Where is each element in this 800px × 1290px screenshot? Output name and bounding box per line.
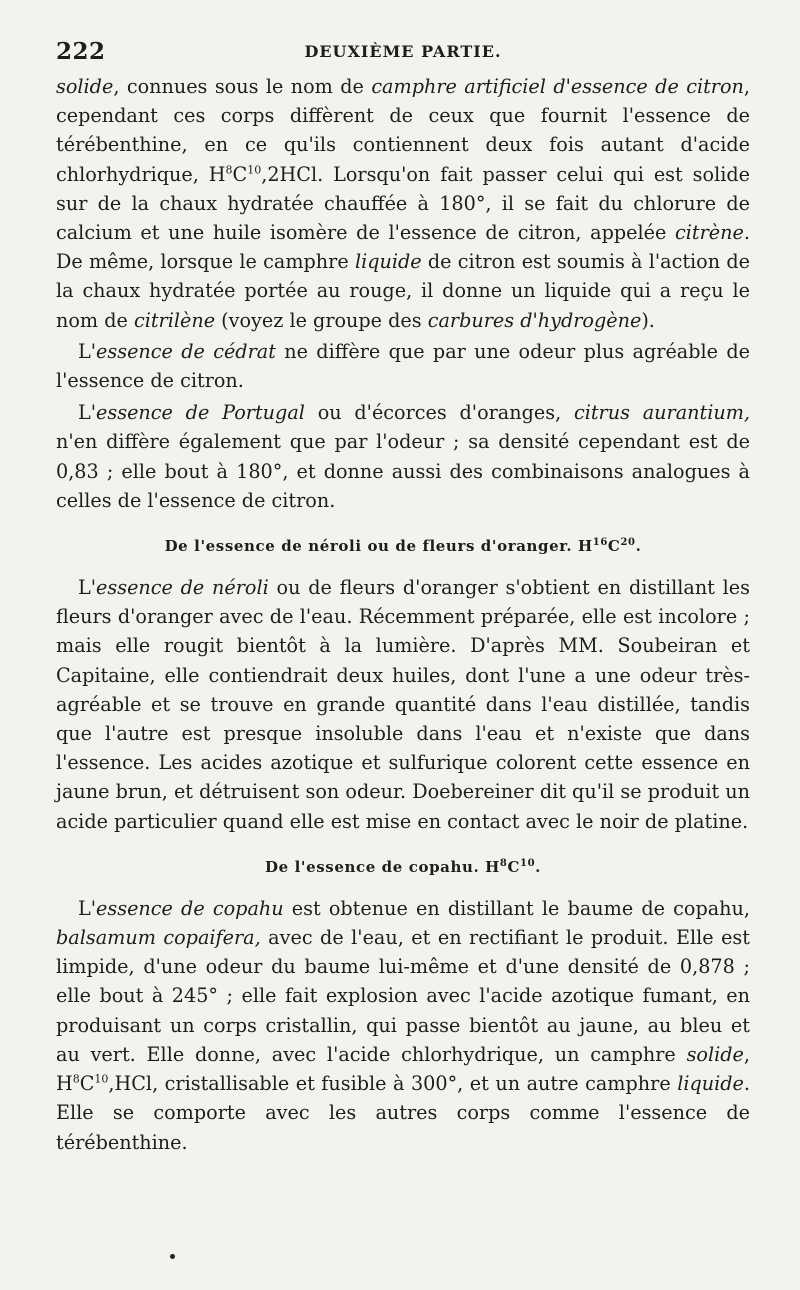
paragraph-cedrat: L'essence de cédrat ne diffère que par une odeur plus agréable de l'essence de citron. (56, 339, 750, 393)
section-title-neroli: De l'essence de néroli ou de fleurs d'oranger. $H^{16}C^{20}$. (164, 537, 642, 556)
ink-dot (170, 1254, 175, 1259)
page-number: 222 (56, 38, 106, 65)
paragraph-citron-camphre: solide, connues sous le nom de camphre artificiel d'essence de citron, cependant ces corps diffèrent de ceux que fournit l'essence de térébenthine, en ce qu'ils contiennent deux fois autant d'acide chlorhydrique, $H^8C^{10},2HCl$. Lorsqu'on fait passer celui qui est solide sur de la chaux hydratée chauffée à 180°, il se fait du chlorure de calcium et une huile isomère de l'essence de citron, appelée citrène. De même, lorsque le camphre liquide de citron est soumis à l'action de la chaux hydratée portée au rouge, il donne un liquide qui a reçu le nom de citrilène (voyez le groupe des carbures d'hydrogène). (56, 75, 750, 332)
page (56, 38, 750, 1157)
paragraph-copahu: L'essence de copahu est obtenue en distillant le baume de copahu, balsamum copaifera, avec de l'eau, et en rectifiant le produit. Elle est limpide, d'une odeur du baume lui-même et d'une densité de 0,878 ; elle bout à 245° ; elle fait explosion avec l'acide azotique fumant, en produisant un corps cristallin, qui passe bientôt au jaune, au bleu et au vert. Elle donne, avec l'acide chlorhydrique, un camphre solide, $H^8C^{10},HCl$, cristallisable et fusible à 300°, et un autre camphre liquide. Elle se comporte avec les autres corps comme l'essence de térébenthine. (56, 896, 750, 1154)
paragraph-portugal: L'essence de Portugal ou d'écorces d'oranges, citrus aurantium, n'en diffère également que par l'odeur ; sa densité cependant est de 0,83 ; elle bout à 180°, et donne aussi des combinaisons analogues à celles de l'essence de citron. (56, 401, 750, 512)
paragraph-neroli: L'essence de néroli ou de fleurs d'oranger s'obtient en distillant les fleurs d'oranger avec de l'eau. Récemment préparée, elle est incolore ; mais elle rougit bientôt à la lumière. D'après MM. Soubeiran et Capitaine, elle contiendrait deux huiles, dont l'une a une odeur très-agréable et se trouve en grande quantité dans l'eau distillée, tandis que l'autre est presque insoluble dans l'eau et n'existe que dans l'essence. Les acides azotique et sulfurique colorent cette essence en jaune brun, et détruisent son odeur. Doebereiner dit qu'il se produit un acide particulier quand elle est mise en contact avec le noir de platine. (56, 576, 750, 833)
running-head: DEUXIÈME PARTIE. (304, 42, 502, 61)
section-title-copahu: De l'essence de copahu. $H^8C^{10}$. (265, 857, 541, 876)
page-header (56, 38, 750, 72)
